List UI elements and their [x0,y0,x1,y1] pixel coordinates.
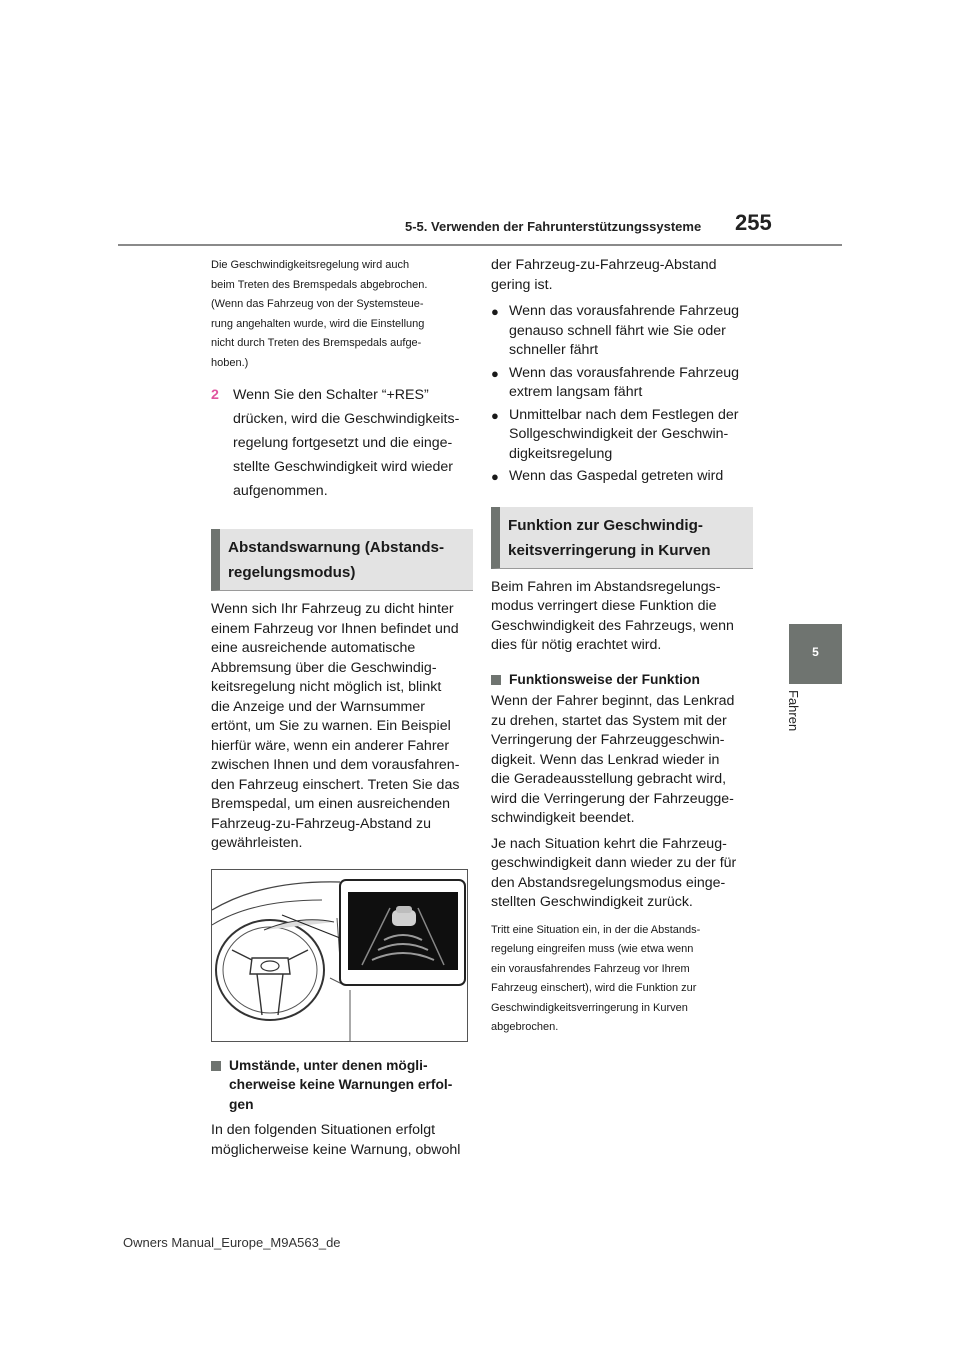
text-line: hoben.) [211,356,249,369]
intro-note [211,256,473,373]
text-line: eine ausreichende automatische [211,640,416,656]
text-line: ein vorausfahrendes Fahrzeug vor Ihrem [491,962,690,975]
text-line: beim Treten des Bremspedals abgebrochen. [211,278,428,291]
chapter-tab-title: Fahren [786,690,801,732]
text-line: ertönt, um Sie zu warnen. Ein Beispiel [211,718,451,734]
text-line: möglicherweise keine Warnung, obwohl [211,1141,461,1158]
footer-manual-id: Owners Manual_Europe_M9A563_de [123,1235,341,1250]
heading-line: Funktionsweise der Funktion [509,671,700,687]
text-line: Wenn sich Ihr Fahrzeug zu dicht hinter [211,601,454,617]
text-line: stellten Geschwindigkeit zurück. [491,894,693,910]
subheading-no-warnings [211,1056,473,1115]
text-line: Wenn das Gaspedal getreten wird [509,468,724,484]
section-header-title: 5-5. Verwenden der Fahrunterstützungssysteme [405,219,702,234]
text-line: genauso schnell fährt wie Sie oder [509,322,726,339]
section-heading-curve-speed-reduction [491,507,753,569]
step-text [233,383,473,503]
list-item [491,302,753,361]
heading-line: Funktion zur Geschwindig- [508,516,703,534]
text-line: die Geradeausstellung gebracht wird, [491,771,727,787]
text-line: zwischen Ihnen und dem vorausfahren- [211,757,460,773]
left-column [211,256,473,1160]
text-line: Je nach Situation kehrt die Fahrzeug- [491,835,727,852]
bullet-dot-icon: ● [491,407,499,423]
step-number: 2 [211,387,219,403]
header-divider [118,244,842,246]
text-line: digkeit. Wenn das Lenkrad wieder in [491,751,720,768]
text-line: Wenn das vorausfahrende Fahrzeug [509,303,740,319]
heading-line: Abstandswarnung (Abstands- [228,539,445,556]
subheading-function-operation [491,670,753,690]
text-line: modus verringert diese Funktion die [491,598,717,614]
text-line: zu drehen, startet das System mit der [491,712,727,729]
right-column [491,256,753,1038]
text-line: drücken, wird die Geschwindigkeits- [233,411,460,427]
text-line: dies für nötig erachtet wird. [491,637,662,653]
bullet-dot-icon: ● [491,469,499,484]
list-item [491,364,753,403]
text-line: Tritt eine Situation ein, in der die Abstands- [491,923,701,936]
heading-line: regelungsmodus) [228,564,356,581]
list-item [491,406,753,465]
text-line: Wenn das vorausfahrende Fahrzeug [509,364,740,381]
bullet-dot-icon: ● [491,304,499,319]
text-line: nicht durch Treten des Bremspedals aufge- [211,337,422,349]
text-line: den Fahrzeug einschert. Treten Sie das [211,776,460,793]
bullet-dot-icon: ● [491,365,499,381]
heading-line: gen [229,1096,254,1112]
text-line: In den folgenden Situationen erfolgt [211,1122,436,1138]
subhead-body [211,1121,473,1160]
text-line: Wenn Sie den Schalter “+RES” [233,387,429,403]
text-line: den Abstandsregelungsmodus einge- [491,874,726,891]
text-line: gewährleisten. [211,835,303,851]
chapter-tab-number[interactable]: 5 [789,624,842,684]
continued-text [491,256,753,295]
heading-line: keitsverringerung in Kurven [508,541,711,559]
text-line: der Fahrzeug-zu-Fahrzeug-Abstand [491,257,717,273]
text-line: wird die Verringerung der Fahrzeugge- [491,790,734,807]
text-line: Geschwindigkeitsverringerung in Kurven [491,1001,688,1014]
condition-list [491,302,753,487]
text-line: Sollgeschwindigkeit der Geschwin- [509,426,729,442]
section-body [211,600,473,854]
text-line: schneller fährt [509,342,599,358]
text-line: Bremspedal, um einen ausreichenden [211,796,450,812]
text-line: aufgenommen. [233,483,328,499]
list-item [491,467,753,487]
text-line: extrem langsam fährt [509,384,643,400]
text-line: Verringerung der Fahrzeuggeschwin- [491,732,725,748]
text-line: Fahrzeug einschert), wird die Funktion zur [491,982,697,994]
text-line: geschwindigkeit dann wieder zu der für [491,855,737,871]
text-line: (Wenn das Fahrzeug von der Systemsteue- [211,298,424,310]
text-line: schwindigkeit beendet. [491,810,635,826]
text-line: abgebrochen. [491,1021,559,1033]
text-line: stellte Geschwindigkeit wird wieder [233,459,453,475]
text-line: die Anzeige und der Warnsummer [211,698,425,715]
heading-line: cherweise keine Warnungen erfol- [229,1077,453,1092]
dashboard-illustration [211,869,468,1042]
square-bullet-icon [211,1061,221,1071]
text-line: Abbremsung über die Geschwindig- [211,659,437,676]
square-bullet-icon [491,675,501,685]
text-line: hierfür wäre, wenn ein anderer Fahrer [211,737,450,754]
text-line: regelung eingreifen muss (wie etwa wenn [491,943,694,955]
text-line: Unmittelbar nach dem Festlegen der [509,406,739,423]
text-line: Geschwindigkeit des Fahrzeugs, wenn [491,617,734,634]
subhead-body [491,692,753,829]
text-line: gering ist. [491,276,553,293]
text-line: einem Fahrzeug vor Ihnen befindet und [211,620,459,637]
section-heading-distance-warning [211,529,473,591]
text-line: Beim Fahren im Abstandsregelungs- [491,578,721,595]
text-line: rung angehalten wurde, wird die Einstellung [211,317,425,330]
page-number: 255 [735,210,772,235]
text-line: Fahrzeug-zu-Fahrzeug-Abstand zu [211,815,432,832]
step-item [211,383,473,503]
subhead-body-continued [491,835,753,913]
text-line: Die Geschwindigkeitsregelung wird auch [211,259,410,271]
text-line: keitsregelung nicht möglich ist, blinkt [211,679,442,695]
text-line: regelung fortgesetzt und die einge- [233,435,453,451]
text-line: Wenn der Fahrer beginnt, das Lenkrad [491,693,735,709]
heading-line: Umstände, unter denen mögli- [229,1057,428,1073]
dashboard-graphic [212,870,467,1041]
text-line: digkeitsregelung [509,445,613,462]
section-body [491,578,753,656]
closing-note [491,921,753,1038]
